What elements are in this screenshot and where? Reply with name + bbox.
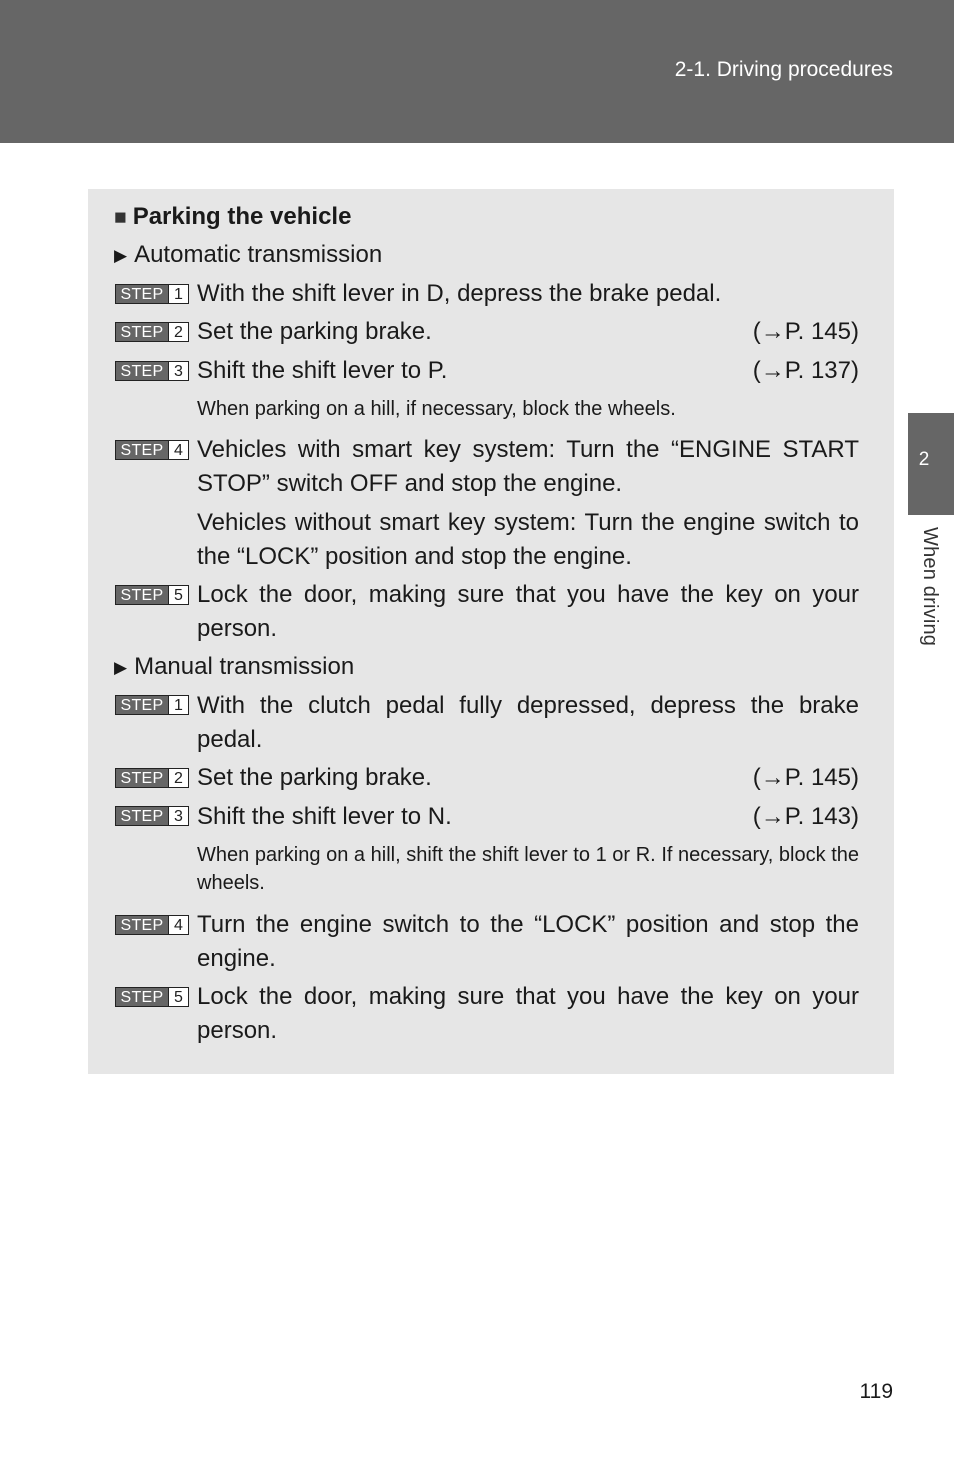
step-badge-number: 2 — [168, 769, 188, 787]
step-badge-label: STEP — [116, 696, 168, 714]
step-badge-label: STEP — [116, 586, 168, 604]
chapter-tab-number: 2 — [918, 449, 930, 470]
step-badge-number: 1 — [168, 285, 188, 303]
step-badge — [115, 585, 189, 605]
step-badge-number: 4 — [168, 916, 188, 934]
step-badge-label: STEP — [116, 285, 168, 303]
square-bullet-icon: ■ — [114, 206, 127, 229]
page-reference: (→P. 145) — [752, 764, 859, 791]
step-text: With the clutch pedal fully depressed, depress the brake pedal. — [197, 692, 859, 753]
step-text: Turn the engine switch to the “LOCK” position and stop the engine. — [197, 911, 859, 972]
step-text-secondary: Vehicles without smart key system: Turn the engine switch to the “LOCK” position and stop the engine. — [197, 509, 859, 570]
step-badge-number: 2 — [168, 323, 188, 341]
step-badge-label: STEP — [116, 988, 168, 1006]
step-badge — [115, 322, 189, 342]
triangle-right-icon: ▶ — [114, 658, 128, 677]
step-text: Lock the door, making sure that you have the key on your person. — [197, 983, 859, 1044]
step-text: Shift the shift lever to N. — [197, 803, 452, 830]
page-header — [0, 0, 954, 143]
subheading-manual-label: Manual transmission — [134, 653, 355, 680]
step-text: Set the parking brake. — [197, 318, 432, 345]
chapter-tab — [908, 413, 954, 515]
section-title: Parking the vehicle — [132, 203, 352, 230]
page-reference: (→P. 137) — [752, 357, 859, 384]
step-badge — [115, 695, 189, 715]
step-badge — [115, 987, 189, 1007]
step-badge-label: STEP — [116, 323, 168, 341]
step-badge-number: 5 — [168, 586, 188, 604]
page-reference: (→P. 145) — [752, 318, 859, 345]
step-badge — [115, 806, 189, 826]
step-badge-label: STEP — [116, 916, 168, 934]
step-badge-label: STEP — [116, 441, 168, 459]
step-text: Vehicles with smart key system: Turn the “ENGINE START STOP” switch OFF and stop the engine. — [197, 436, 859, 497]
step-badge — [115, 440, 189, 460]
subheading-manual — [114, 653, 354, 681]
step-badge — [115, 915, 189, 935]
chapter-tab-label: When driving — [919, 527, 941, 647]
step-text: Shift the shift lever to P. — [197, 357, 448, 384]
page-number: 119 — [859, 1380, 893, 1403]
step-badge — [115, 361, 189, 381]
step-badge-number: 5 — [168, 988, 188, 1006]
step-text: Set the parking brake. — [197, 764, 432, 791]
step-text: With the shift lever in D, depress the brake pedal. — [197, 280, 722, 307]
step-badge — [115, 768, 189, 788]
section-heading — [114, 203, 351, 231]
subheading-automatic — [114, 241, 382, 269]
step-badge-label: STEP — [116, 769, 168, 787]
step-badge-number: 3 — [168, 362, 188, 380]
chapter-title: 2-1. Driving procedures — [674, 58, 893, 81]
step-badge-label: STEP — [116, 807, 168, 825]
triangle-right-icon: ▶ — [114, 246, 128, 265]
step-badge-number: 3 — [168, 807, 188, 825]
subheading-automatic-label: Automatic transmission — [134, 241, 383, 268]
page-reference: (→P. 143) — [752, 803, 859, 830]
step-badge-number: 1 — [168, 696, 188, 714]
step-note: When parking on a hill, if necessary, block the wheels. — [197, 398, 676, 420]
step-badge — [115, 284, 189, 304]
step-badge-label: STEP — [116, 362, 168, 380]
parking-panel — [88, 189, 894, 1074]
step-text: Lock the door, making sure that you have the key on your person. — [197, 581, 859, 642]
step-note: When parking on a hill, shift the shift lever to 1 or R. If necessary, block the wheels. — [197, 844, 859, 894]
step-badge-number: 4 — [168, 441, 188, 459]
